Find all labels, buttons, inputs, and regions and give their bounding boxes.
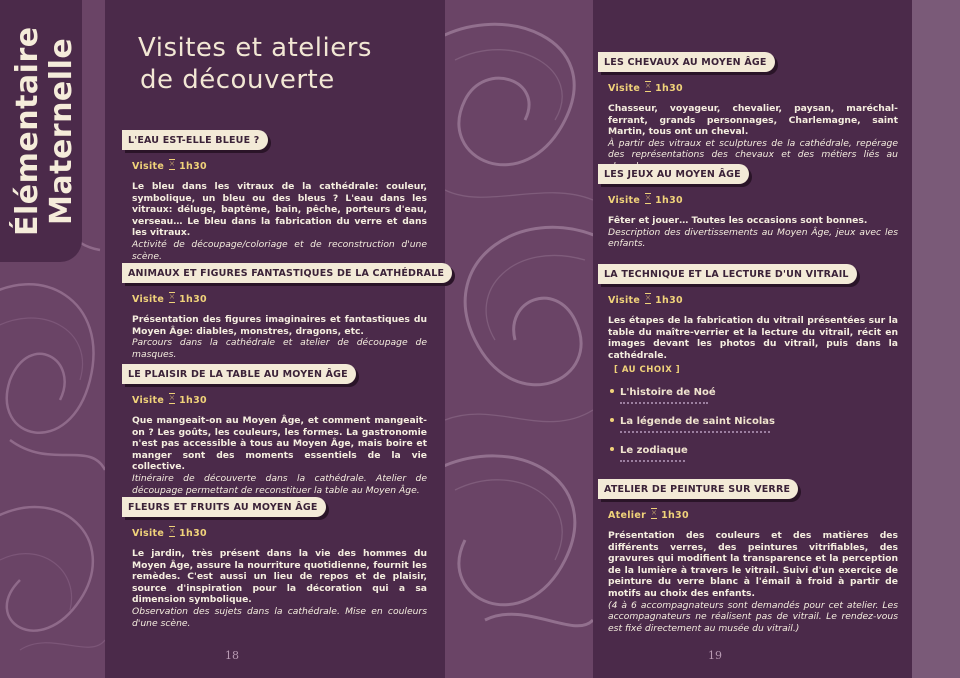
activity-duration: 1h30 <box>661 510 689 521</box>
page-title-line1: Visites et ateliers <box>138 33 372 63</box>
dotted-underline <box>620 401 708 404</box>
hourglass-icon <box>169 526 175 537</box>
section-description: Présentation des figures imaginaires et fantastiques du Moyen Âge: diables, monstres, dragons, etc. <box>132 314 427 337</box>
choice-text: Le zodiaque <box>620 445 688 457</box>
page-title <box>138 32 438 96</box>
choice-list <box>610 387 898 462</box>
choice-item <box>610 445 898 462</box>
section-description: Que mangeait-on au Moyen Âge, et comment mangeait-on ? Les goûts, les couleurs, les formes. La gastronomie n'est pas accessible à tous au Moyen Âge, mais boire et manger sont des moments essentiels de la vie collective. <box>132 415 427 473</box>
section-chevaux <box>598 50 898 173</box>
activity-type: Atelier <box>608 510 647 521</box>
section-animaux-figures <box>122 261 445 360</box>
hourglass-icon <box>169 393 175 404</box>
section-title: FLEURS ET FRUITS AU MOYEN ÂGE <box>122 497 326 517</box>
choice-text: La légende de saint Nicolas <box>620 416 775 428</box>
section-note: Itinéraire de découverte dans la cathédrale. Atelier de découpage permettant de reconstituer la table au Moyen Âge. <box>132 472 427 496</box>
section-plaisir-table <box>122 362 427 496</box>
activity-type: Visite <box>132 294 165 305</box>
section-note: Observation des sujets dans la cathédrale. Mise en couleurs d'une scène. <box>132 605 427 629</box>
activity-type: Visite <box>132 395 165 406</box>
activity-duration: 1h30 <box>179 528 207 539</box>
bullet-icon <box>610 389 614 393</box>
section-technique-vitrail <box>598 262 898 462</box>
activity-type: Visite <box>132 528 165 539</box>
activity-type: Visite <box>608 195 641 206</box>
section-fleurs-fruits <box>122 495 427 629</box>
section-note: Description des divertissements au Moyen Âge, jeux avec les enfants. <box>608 226 898 250</box>
activity-meta <box>132 292 427 305</box>
section-title: LA TECHNIQUE ET LA LECTURE D'UN VITRAIL <box>598 264 857 284</box>
activity-meta <box>608 81 898 94</box>
section-note: (4 à 6 accompagnateurs sont demandés pour cet atelier. Les accompagnateurs ne réalisent pas de vitrail. Le rendez-vous est fixé directement au musée du vitrail.) <box>608 599 898 634</box>
bullet-icon <box>610 418 614 422</box>
section-title: ANIMAUX ET FIGURES FANTASTIQUES DE LA CATHÉDRALE <box>122 263 452 283</box>
section-title: LE PLAISIR DE LA TABLE AU MOYEN ÂGE <box>122 364 356 384</box>
section-description: Présentation des couleurs et des matières des différents verres, des peintures vitrifiables, des gravures qui modifient la transparence et la perception de la lumière à travers le vitrail. Suivi d'un exercice de peinture du verre blanc à l'émail à froid à partir de motifs au choix des enfants. <box>608 530 898 599</box>
section-description: Le jardin, très présent dans la vie des hommes du Moyen Âge, assure la nourriture quotidienne, fournit les remèdes. C'est aussi un lieu de repos et de plaisir, source d'inspiration pour la décoration qui a sa dimension symbolique. <box>132 548 427 606</box>
decorative-strip-right <box>912 0 960 678</box>
activity-type: Visite <box>608 83 641 94</box>
decorative-ornament-center <box>445 0 593 678</box>
page-number-right: 19 <box>708 649 722 662</box>
choice-label: [ AU CHOIX ] <box>614 365 681 376</box>
section-note: Parcours dans la cathédrale et atelier de découpage de masques. <box>132 337 427 360</box>
section-jeux <box>598 162 898 250</box>
page-title-line2: de découverte <box>140 65 335 95</box>
activity-duration: 1h30 <box>179 161 207 172</box>
choice-item <box>610 387 898 404</box>
hourglass-icon <box>651 508 657 519</box>
hourglass-icon <box>645 293 651 304</box>
section-eau-bleue <box>122 128 427 262</box>
section-description: Fêter et jouer… Toutes les occasions sont bonnes. <box>608 215 868 226</box>
choice-item <box>610 416 898 433</box>
section-note: À partir des vitraux et sculptures de la cathédrale, repérage des représentations des chevaux et des métiers liés au <box>608 137 898 161</box>
activity-meta <box>608 193 898 206</box>
activity-duration: 1h30 <box>655 83 683 94</box>
hourglass-icon <box>645 193 651 204</box>
activity-meta <box>608 508 898 521</box>
section-description: Le bleu dans les vitraux de la cathédrale: couleur, symbolique, un bleu ou des bleus ? L'eau dans les vitraux: déluge, baptême, bain, pêche, porteurs d'eau, verseau… Le bleu dans la fabrication du verre et dans les vitraux. <box>132 181 427 239</box>
section-description: Chasseur, voyageur, chevalier, paysan, maréchal-ferrant, grands personnages, Charlemagne, saint Martin, tous ont un cheval. <box>608 103 898 138</box>
section-title: LES JEUX AU MOYEN ÂGE <box>598 164 749 184</box>
section-note: Activité de découpage/coloriage et de reconstruction d'une scène. <box>132 238 427 262</box>
activity-duration: 1h30 <box>179 294 207 305</box>
activity-meta <box>132 393 427 406</box>
activity-type: Visite <box>608 295 641 306</box>
dotted-underline <box>620 430 770 433</box>
activity-duration: 1h30 <box>655 195 683 206</box>
section-title: ATELIER DE PEINTURE SUR VERRE <box>598 479 798 499</box>
page-number-left: 18 <box>225 649 239 662</box>
hourglass-icon <box>169 292 175 303</box>
activity-meta <box>132 159 427 172</box>
activity-meta <box>608 293 898 306</box>
category-tab <box>0 0 82 262</box>
hourglass-icon <box>645 81 651 92</box>
tab-label-maternelle: Maternelle <box>44 37 79 225</box>
bullet-icon <box>610 447 614 451</box>
section-title: L'EAU EST-ELLE BLEUE ? <box>122 130 268 150</box>
section-peinture-verre <box>598 477 898 634</box>
hourglass-icon <box>169 159 175 170</box>
activity-type: Visite <box>132 161 165 172</box>
section-description: Les étapes de la fabrication du vitrail présentées sur la table du maître-verrier et la lecture du vitrail, récit en images devant les photos du vitrail, puis dans la cathédrale. <box>608 315 898 361</box>
tab-label-elementaire: Élémentaire <box>10 26 45 236</box>
activity-meta <box>132 526 427 539</box>
activity-duration: 1h30 <box>655 295 683 306</box>
section-title: LES CHEVAUX AU MOYEN ÂGE <box>598 52 775 72</box>
choice-text: L'histoire de Noé <box>620 387 716 399</box>
activity-duration: 1h30 <box>179 395 207 406</box>
dotted-underline <box>620 459 685 462</box>
